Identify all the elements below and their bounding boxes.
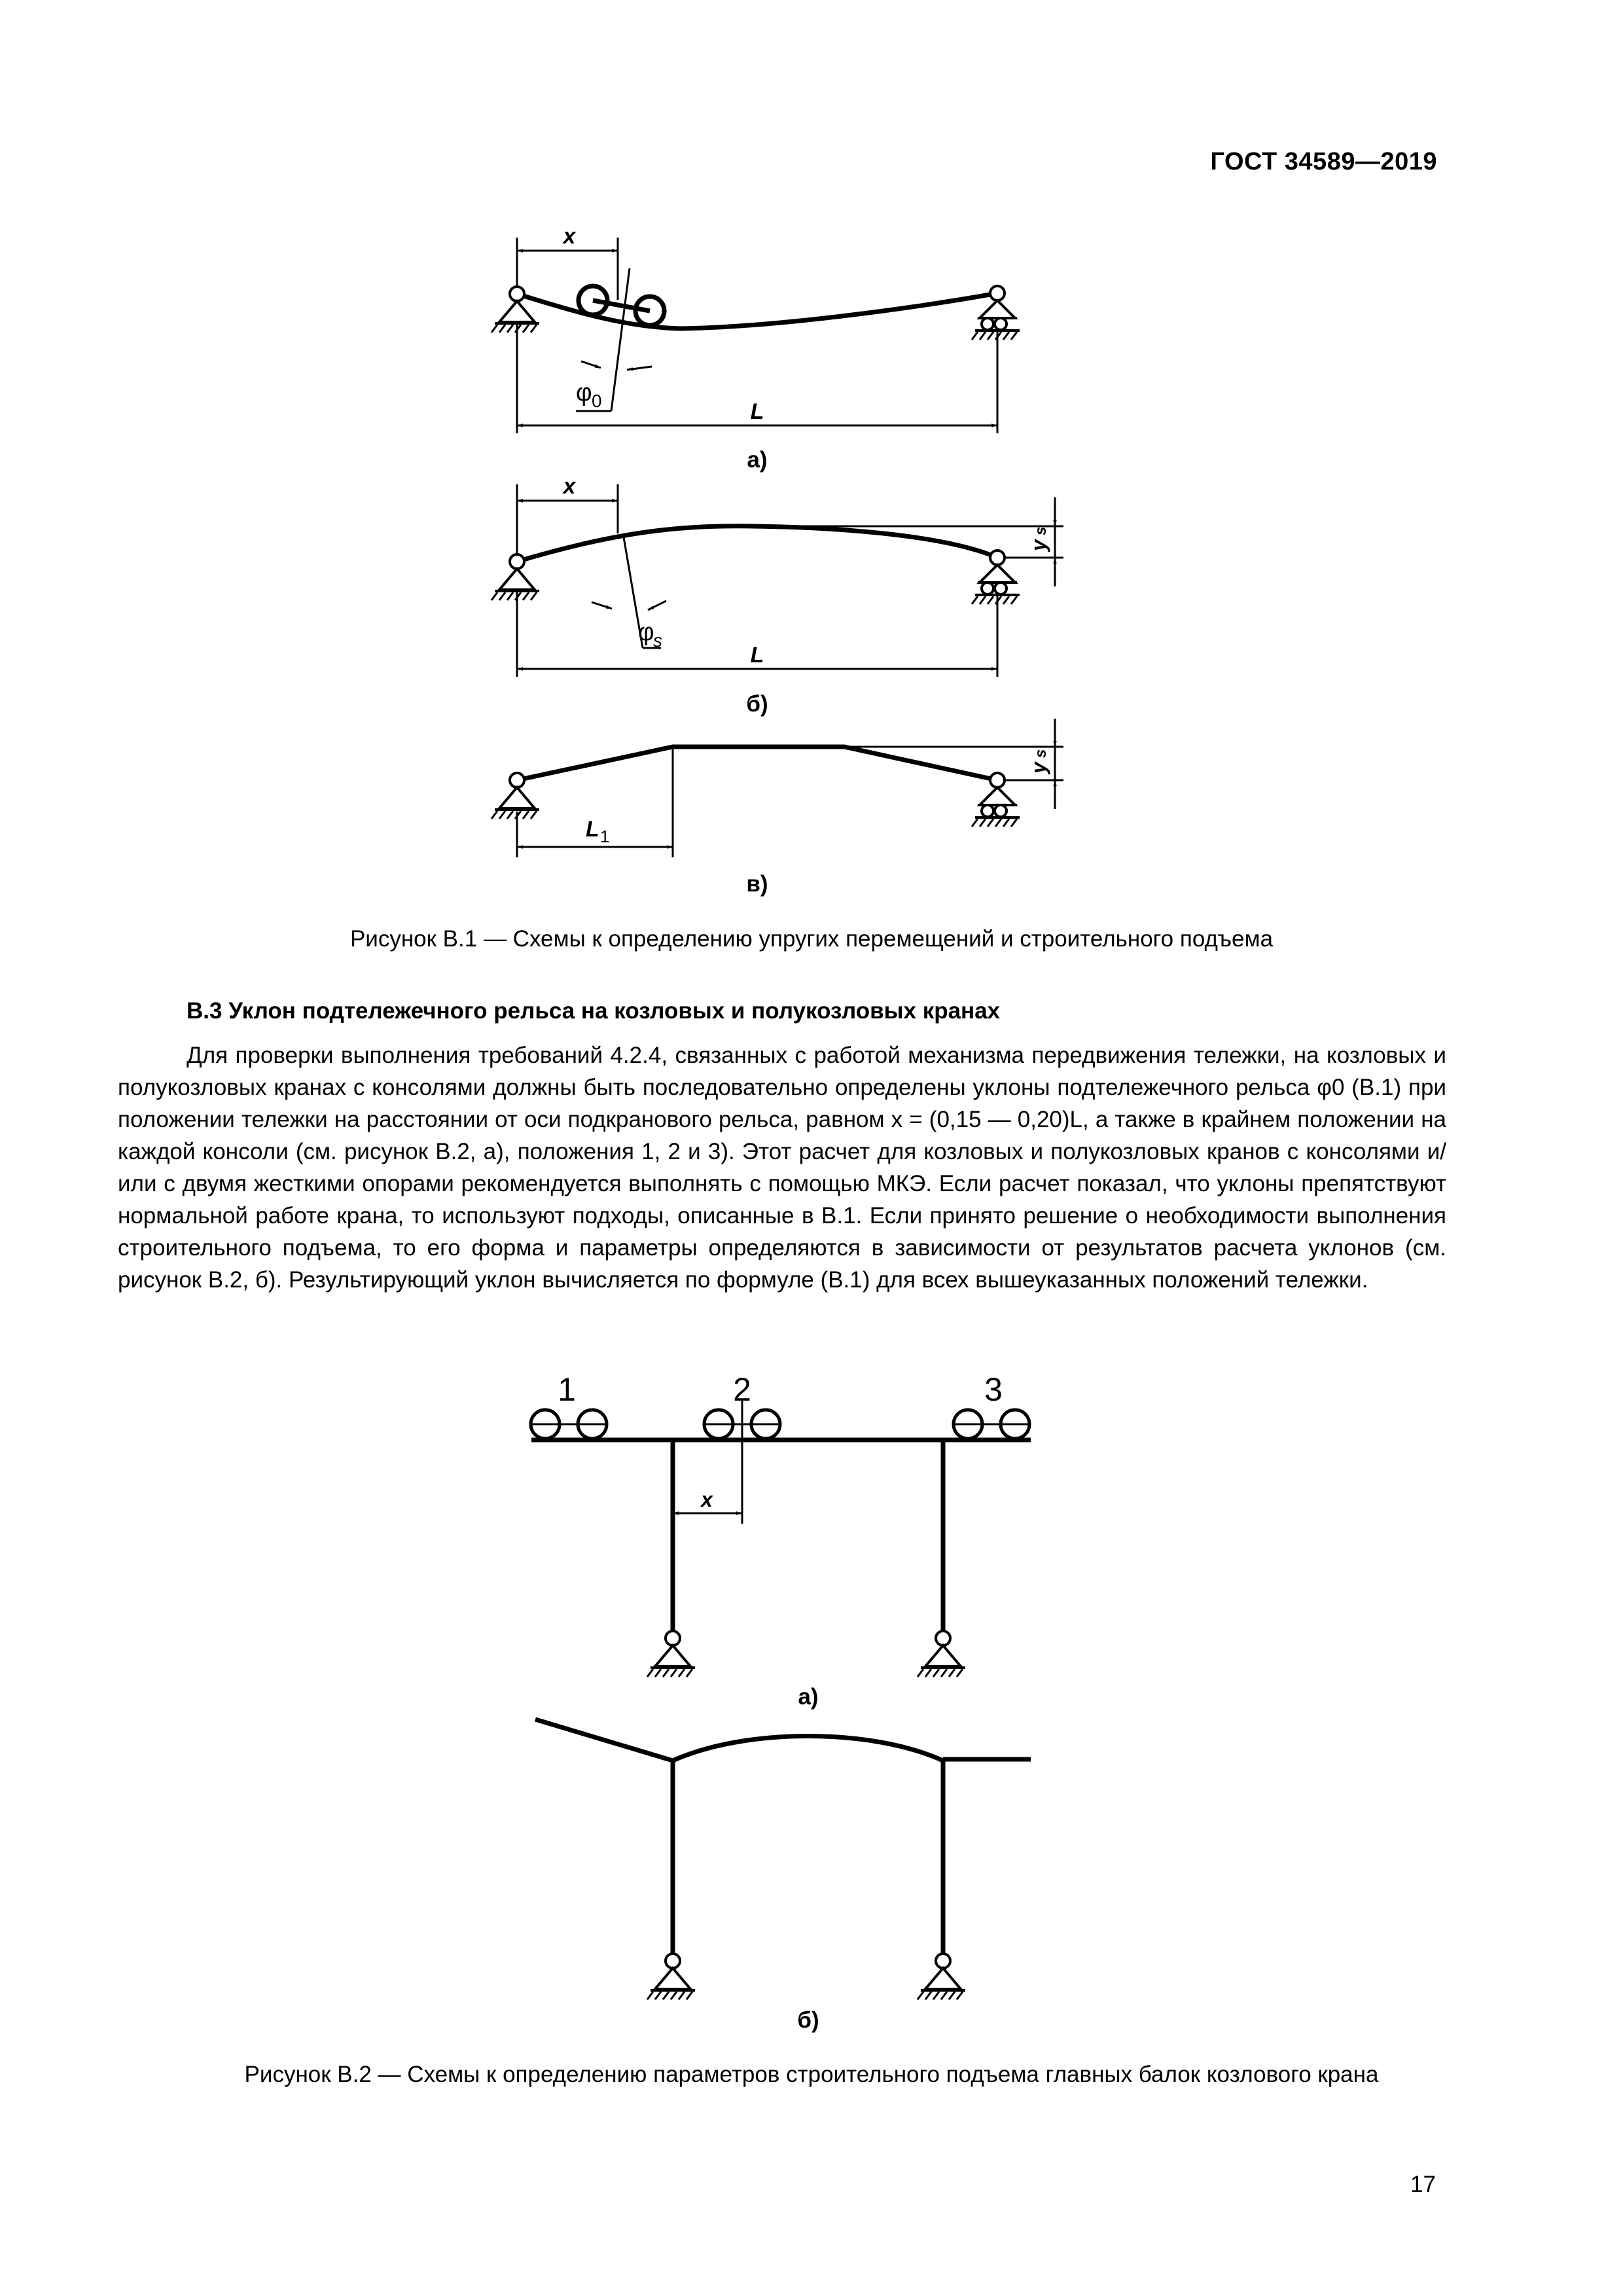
b2-sub-a: а) xyxy=(798,1684,819,1710)
b2-position-3: 3 xyxy=(984,1371,1003,1408)
document-id: ГОСТ 34589—2019 xyxy=(1210,148,1437,175)
figure-b1-caption: Рисунок В.1 — Схемы к определению упругих перемещений и строительного подъема xyxy=(349,926,1274,952)
figure-b1-c xyxy=(491,719,1063,897)
b1b-ys-sub: s xyxy=(1032,526,1050,535)
b1a-phi0-label: φ xyxy=(576,379,592,406)
b1-sub-c: в) xyxy=(746,871,768,897)
figure-b2-b xyxy=(535,1719,1031,2033)
b1-sub-a: а) xyxy=(747,447,768,473)
figure-b1-b xyxy=(491,474,1063,717)
b2-position-1: 1 xyxy=(558,1371,576,1408)
b2a-x-label: x xyxy=(701,1488,713,1511)
b1b-phis-label: φ xyxy=(638,619,654,646)
b1c-ys-sub: s xyxy=(1032,749,1050,758)
figure-b2-caption: Рисунок В.2 — Схемы к определению параметров строительного подъема главных балок козлового крана xyxy=(244,2062,1379,2087)
b1c-ys-label: y xyxy=(1027,762,1050,774)
b1b-x-label: x xyxy=(563,474,576,499)
page-number: 17 xyxy=(1410,2172,1436,2197)
b1b-L-label: L xyxy=(750,643,764,668)
b1c-L1-sub: 1 xyxy=(600,827,610,846)
b2-position-2: 2 xyxy=(733,1371,751,1408)
section-paragraph: Для проверки выполнения требований 4.2.4, связанных с работой механизма передвижения тележки, на козловых и полукозловых кранах с консолями должны быть последовательно определены уклоны подтележечного рельса φ0 (В.1) при положении тележки на расстоянии от оси подкранового рельса, равном x = (0,15 — 0,20)L, а также в крайнем положении на каждой консоли (см. рисунок В.2, а), положения 1, 2 и 3). Этот расчет для козловых и полукозловых кранов с консолями и/или с двумя жесткими опорами рекомендуется выполнять с помощью МКЭ. Если расчет показал, что уклоны препятствуют нормальной работе крана, то используют подходы, описанные в В.1. Если принято решение о необходимости выполнения строительного подъема, то его форма и параметры определяются в зависимости от результатов расчета уклонов (см. рисунок В.2, б). Результирующий уклон вычисляется по формуле (В.1) для всех вышеуказанных положений тележки. xyxy=(118,1043,1446,1293)
b1c-L1-label: L xyxy=(586,817,599,842)
section-title: В.3 Уклон подтележечного рельса на козловых и полукозловых кранах xyxy=(187,998,1001,1024)
b1b-ys-label: y xyxy=(1027,539,1050,551)
b2-sub-b: б) xyxy=(797,2007,819,2033)
b1a-phi0-sub: 0 xyxy=(592,391,602,411)
figure-b2-a xyxy=(531,1371,1031,1710)
b1b-phis-sub: s xyxy=(653,630,662,651)
b1a-x-label: x xyxy=(563,224,576,249)
figure-b1-a xyxy=(491,224,1020,473)
b1a-L-label: L xyxy=(750,399,764,424)
b1-sub-b: б) xyxy=(746,691,768,717)
